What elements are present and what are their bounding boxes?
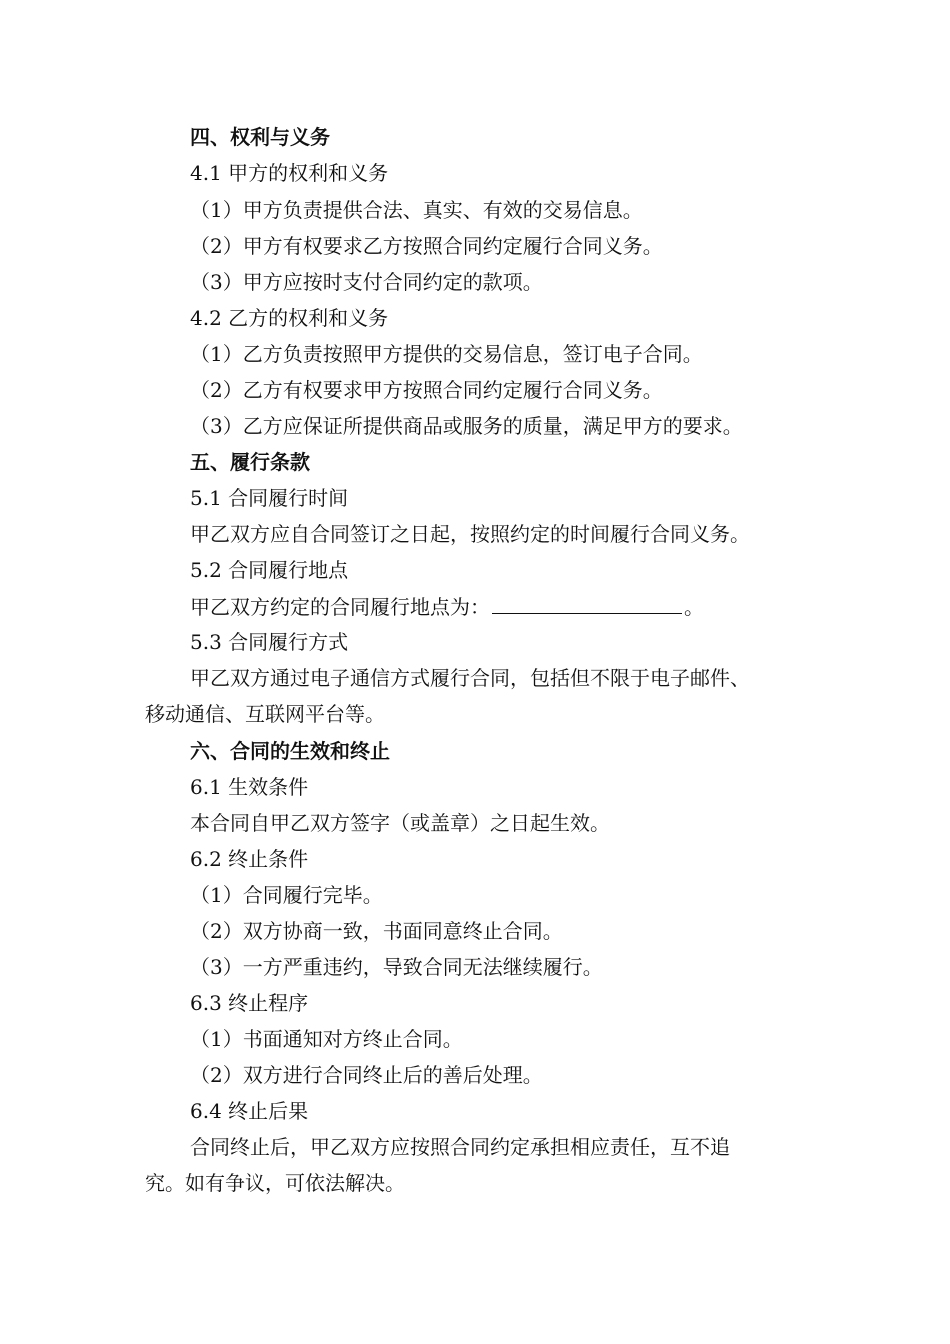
clause-4-2-1: （1）乙方负责按照甲方提供的交易信息，签订电子合同。 (190, 342, 703, 366)
clause-6-2-3: （3）一方严重违约，导致合同无法继续履行。 (190, 955, 603, 979)
subsection-5-3: 5.3 合同履行方式 (190, 630, 349, 654)
subsection-6-1: 6.1 生效条件 (190, 775, 309, 799)
clause-6-2-2: （2）双方协商一致，书面同意终止合同。 (190, 919, 563, 943)
subsection-6-3: 6.3 终止程序 (190, 991, 309, 1015)
subsection-6-4: 6.4 终止后果 (190, 1099, 309, 1123)
clause-4-2-3: （3）乙方应保证所提供商品或服务的质量，满足甲方的要求。 (190, 414, 743, 438)
clause-4-2-2: （2）乙方有权要求甲方按照合同约定履行合同义务。 (190, 378, 663, 402)
blank-fill-line (492, 593, 682, 614)
subsection-4-2: 4.2 乙方的权利和义务 (190, 306, 389, 330)
paragraph-6-4-line2: 究。如有争议，可依法解决。 (145, 1171, 405, 1195)
clause-4-1-2: （2）甲方有权要求乙方按照合同约定履行合同义务。 (190, 234, 663, 258)
paragraph-5-3-line1: 甲乙双方通过电子通信方式履行合同，包括但不限于电子邮件、 (190, 666, 750, 690)
subsection-5-1: 5.1 合同履行时间 (190, 486, 349, 510)
paragraph-5-2-text: 甲乙双方约定的合同履行地点为： (190, 595, 490, 619)
paragraph-6-1: 本合同自甲乙双方签字（或盖章）之日起生效。 (190, 811, 610, 835)
clause-6-3-2: （2）双方进行合同终止后的善后处理。 (190, 1063, 543, 1087)
clause-6-2-1: （1）合同履行完毕。 (190, 883, 383, 907)
subsection-5-2: 5.2 合同履行地点 (190, 558, 349, 582)
paragraph-5-2-end: 。 (684, 595, 704, 619)
clause-4-1-1: （1）甲方负责提供合法、真实、有效的交易信息。 (190, 198, 643, 222)
paragraph-5-2 (190, 593, 704, 620)
clause-6-3-1: （1）书面通知对方终止合同。 (190, 1027, 463, 1051)
clause-4-1-3: （3）甲方应按时支付合同约定的款项。 (190, 270, 543, 294)
section-heading-5: 五、履行条款 (190, 450, 310, 474)
paragraph-5-1: 甲乙双方应自合同签订之日起，按照约定的时间履行合同义务。 (190, 522, 750, 546)
paragraph-5-3-line2: 移动通信、互联网平台等。 (145, 702, 385, 726)
paragraph-6-4-line1: 合同终止后，甲乙双方应按照合同约定承担相应责任，互不追 (190, 1135, 730, 1159)
section-heading-4: 四、权利与义务 (190, 125, 330, 149)
section-heading-6: 六、合同的生效和终止 (190, 739, 390, 763)
subsection-6-2: 6.2 终止条件 (190, 847, 309, 871)
subsection-4-1: 4.1 甲方的权利和义务 (190, 161, 389, 185)
